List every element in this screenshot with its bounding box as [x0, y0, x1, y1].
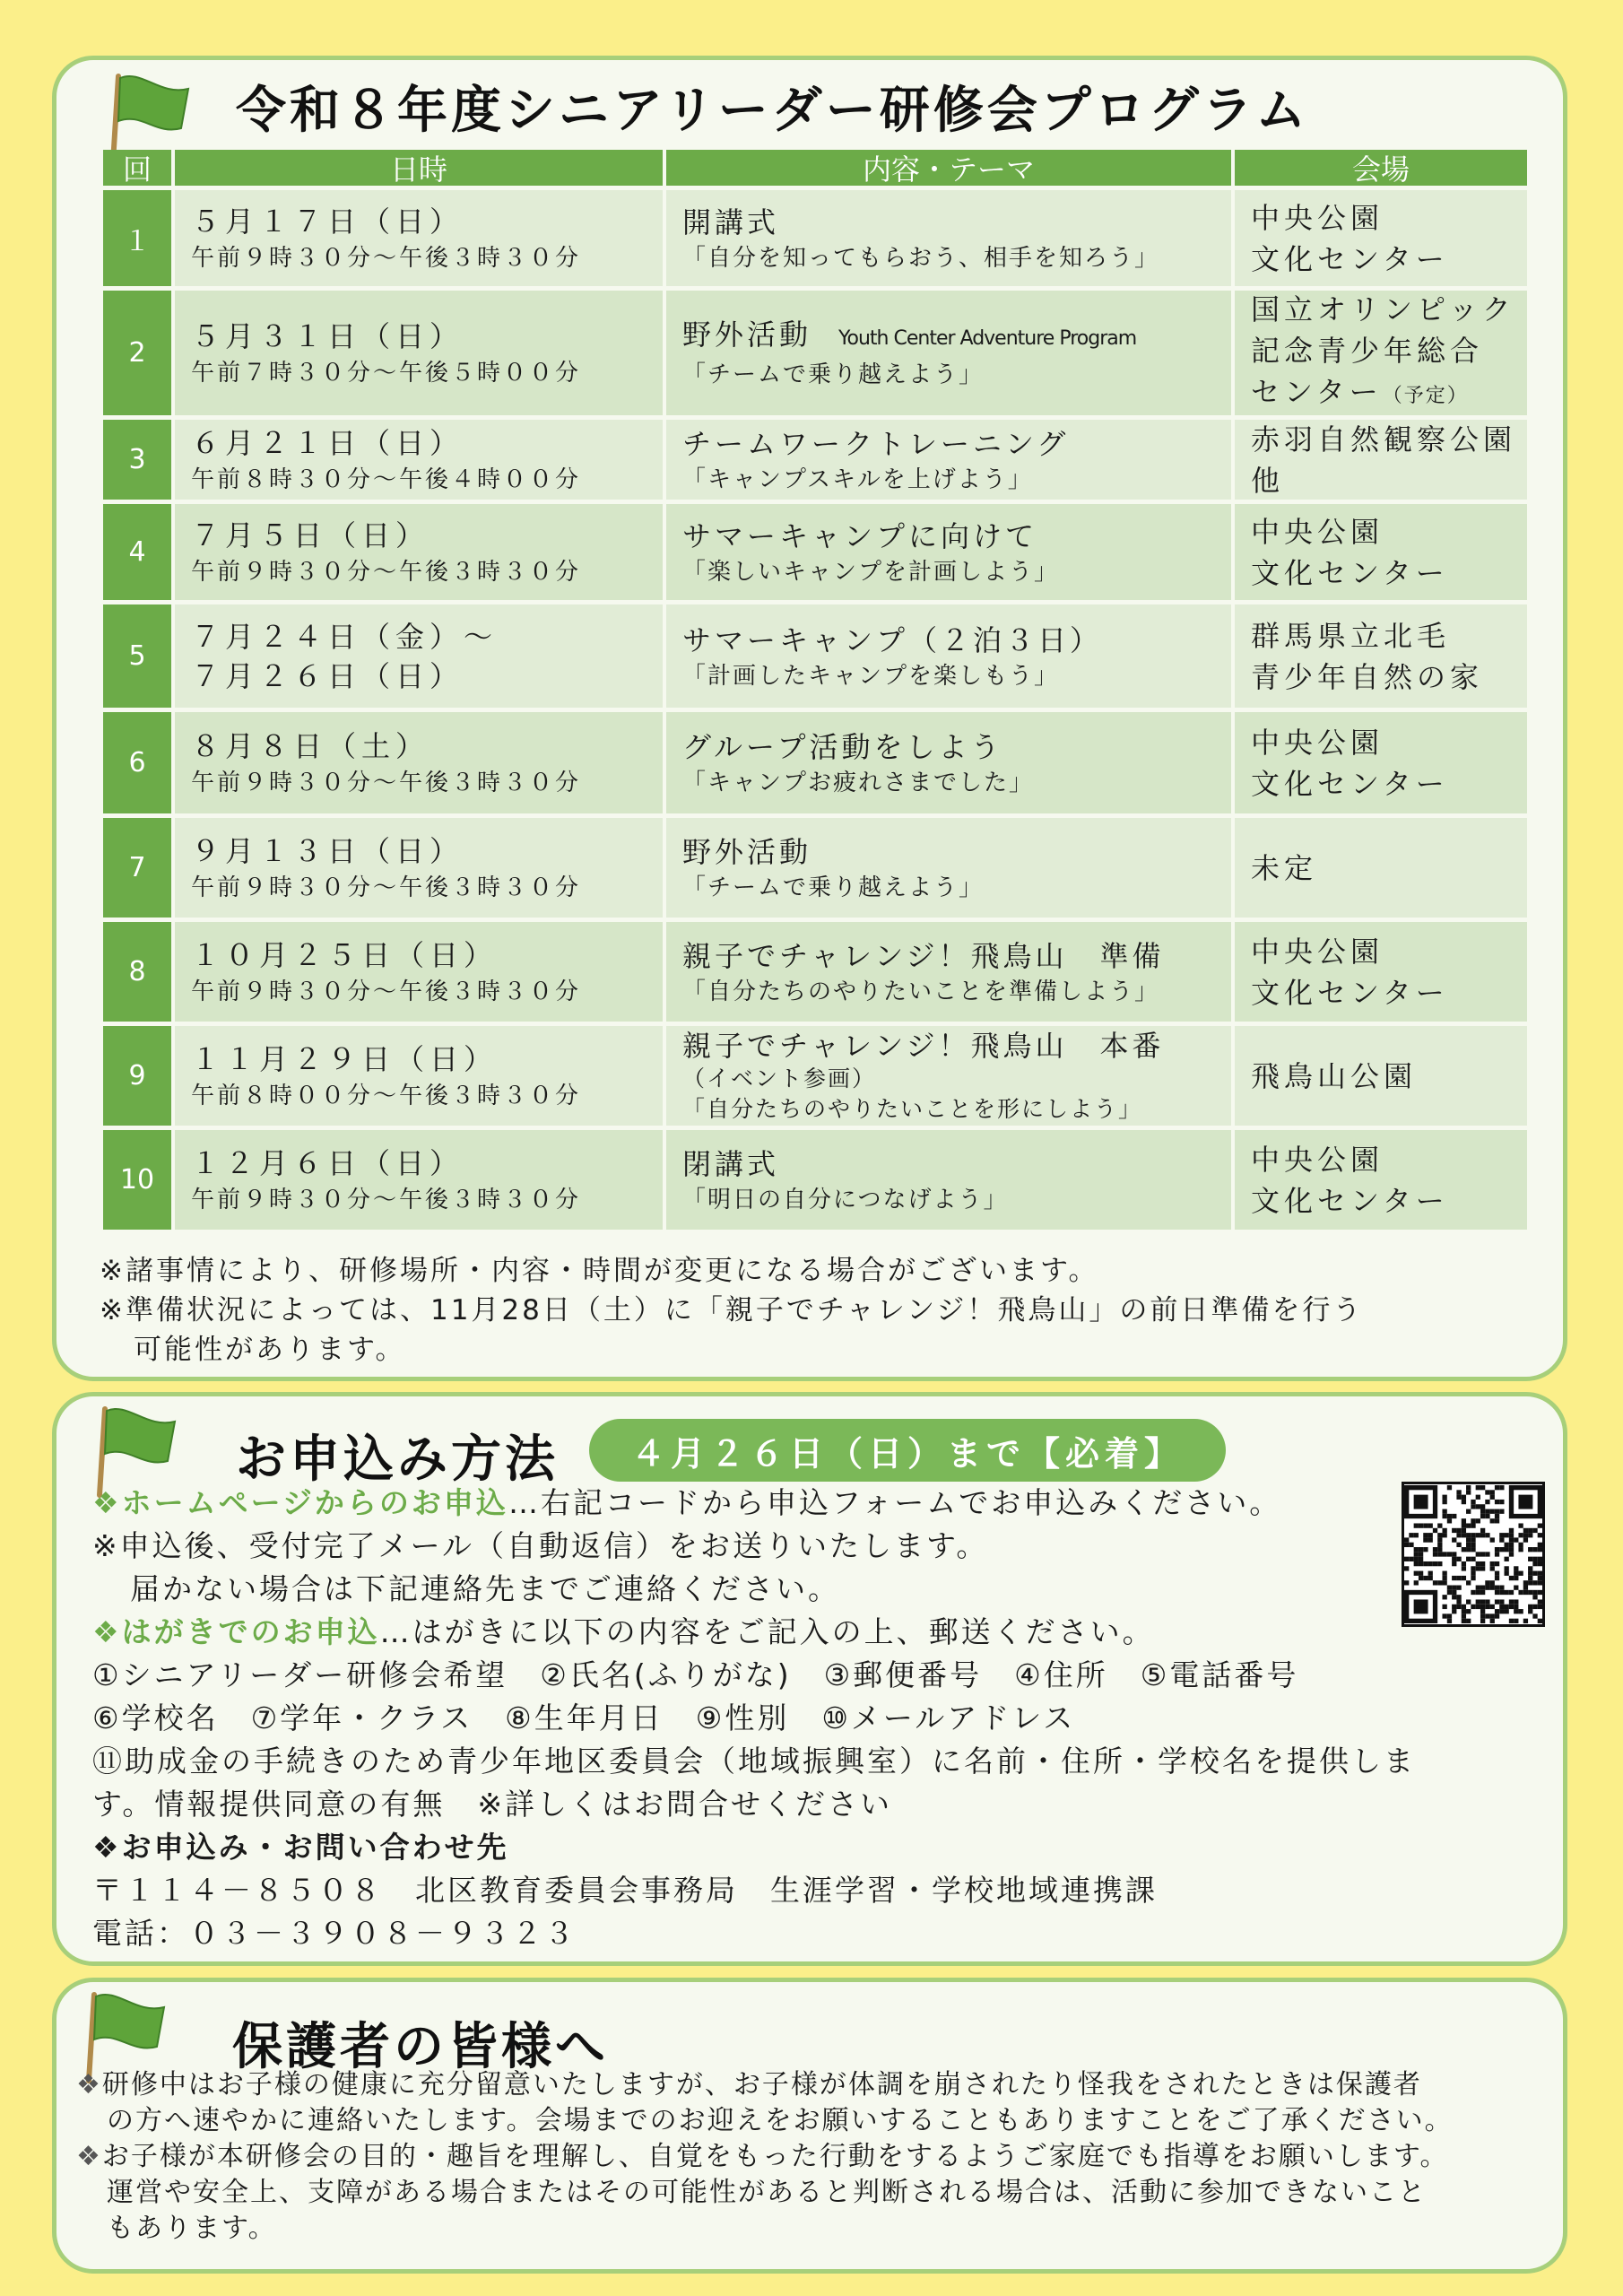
- row-venue: 未定: [1251, 850, 1318, 885]
- row-venue-2: 他: [1251, 463, 1285, 498]
- header-content: 内容・テーマ: [666, 150, 1235, 186]
- row-theme: サマーキャンプ（２泊３日）: [682, 622, 1103, 657]
- apply-panel: [52, 1392, 1567, 1966]
- parents-paragraph-1: 研修中はお子様の健康に充分留意いたしますが、お子様が体調を崩されたり怪我をされたときは保護者: [101, 2069, 1422, 2100]
- row-venue: 飛鳥山公園: [1251, 1058, 1418, 1093]
- row-venue-2: 文化センター: [1251, 1183, 1449, 1218]
- row-time: 午前９時３０分～午後３時３０分: [191, 874, 582, 901]
- table-row: [103, 918, 1527, 1022]
- row-venue: 中央公園: [1251, 1142, 1384, 1177]
- row-venue-2: 文化センター: [1251, 555, 1449, 590]
- row-number: １: [103, 190, 175, 286]
- table-row: [103, 708, 1527, 813]
- row-time: 午前９時３０分～午後３時３０分: [191, 978, 582, 1005]
- parents-paragraph-1b: の方へ速やかに連絡いたします。会場までのお迎えをお願いすることもありますことをご了承ください。: [107, 2105, 1454, 2136]
- row-theme-english: Youth Center Adventure Program: [838, 327, 1137, 350]
- contact-heading: ❖お申込み・お問い合わせ先: [92, 1830, 509, 1865]
- row-theme-sub: 「チームで乗り越えよう」: [682, 361, 985, 388]
- note-line: ※諸事情により、研修場所・内容・時間が変更になる場合がございます。: [100, 1255, 1099, 1287]
- row-number: 4: [103, 504, 175, 600]
- row-venue: 中央公園: [1251, 514, 1384, 549]
- row-theme-sub: 「チームで乗り越えよう」: [682, 874, 985, 901]
- web-apply-note: ※申込後、受付完了メール（自動返信）をお送りいたします。: [92, 1528, 989, 1563]
- postcard-apply-heading: ❖はがきでのお申込: [92, 1614, 380, 1649]
- row-venue: 中央公園: [1251, 200, 1384, 235]
- row-time: 午前９時３０分～午後３時３０分: [191, 1186, 582, 1213]
- program-panel: [52, 56, 1567, 1381]
- row-time: 午前９時３０分～午後３時３０分: [191, 558, 582, 586]
- row-number: 7: [103, 818, 175, 918]
- program-table: [103, 150, 1527, 1230]
- row-number: 8: [103, 922, 175, 1022]
- postcard-items-4: す。情報提供同意の有無 ※詳しくはお問合せください: [92, 1787, 893, 1822]
- row-number: 5: [103, 604, 175, 708]
- bullet-icon: ❖: [76, 2141, 102, 2172]
- postcard-items-3: ⑪助成金の手続きのため青少年地区委員会（地域振興室）に名前・住所・学校名を提供しま: [92, 1744, 1416, 1779]
- row-number: 6: [103, 712, 175, 813]
- table-header: [103, 150, 1527, 186]
- header-no: 回: [103, 150, 175, 186]
- web-apply-text: …右記コードから申込フォームでお申込みください。: [508, 1485, 1282, 1520]
- parents-body: [76, 2067, 1454, 2247]
- row-theme-sub: 「自分たちのやりたいことを形にしよう」: [682, 1095, 1143, 1122]
- table-row: [103, 286, 1527, 415]
- parents-paragraph-2b: 運営や安全上、支障がある場合またはその可能性があると判断される場合は、活動に参加できないこと: [107, 2177, 1427, 2208]
- table-row: [103, 415, 1527, 500]
- row-number: 3: [103, 420, 175, 500]
- row-venue: 群馬県立北毛: [1251, 618, 1451, 653]
- row-venue-3: センター: [1251, 375, 1383, 409]
- row-date: ９月１３日（日）: [191, 833, 464, 868]
- table-row: [103, 813, 1527, 918]
- web-apply-note-2: 届かない場合は下記連絡先までご連絡ください。: [130, 1571, 840, 1606]
- note-line: ※準備状況によっては、11月28日（土）に「親子でチャレンジ！飛鳥山」の前日準備を行う: [100, 1294, 1364, 1326]
- row-date: ７月２４日（金）～: [191, 619, 499, 654]
- row-date: １１月２９日（日）: [191, 1041, 499, 1076]
- program-title: 令和８年度シニアリーダー研修会プログラム: [236, 82, 1310, 140]
- row-venue-2: 文化センター: [1251, 766, 1449, 801]
- parents-panel: [52, 1978, 1567, 2274]
- row-date: ８月８日（土）: [191, 728, 430, 763]
- table-row: [103, 186, 1527, 286]
- row-venue-2: 文化センター: [1251, 975, 1449, 1010]
- row-venue-note: （予定）: [1382, 385, 1469, 407]
- row-theme: 野外活動: [682, 317, 812, 352]
- row-theme-sub: 「自分を知ってもらおう、相手を知ろう」: [682, 244, 1160, 272]
- bullet-icon: ❖: [76, 2069, 102, 2100]
- row-theme: 開講式: [682, 204, 780, 239]
- deadline-badge: ４月２６日（日）まで【必着】: [589, 1419, 1226, 1482]
- row-theme-sub: 「計画したキャンプを楽しもう」: [682, 662, 1060, 690]
- row-theme: グループ活動をしよう: [682, 729, 1003, 764]
- row-number: 10: [103, 1130, 175, 1230]
- contact-phone: 電話：０３－３９０８－９３２３: [92, 1916, 577, 1951]
- table-row: [103, 500, 1527, 600]
- qr-code-icon[interactable]: [1402, 1482, 1545, 1627]
- table-row: [103, 600, 1527, 708]
- header-date: 日時: [175, 150, 666, 186]
- row-date: ５月３１日（日）: [191, 318, 464, 353]
- row-date: ５月１７日（日）: [191, 204, 464, 239]
- row-date: １０月２５日（日）: [191, 937, 499, 972]
- row-time: 午前７時３０分～午後５時００分: [191, 359, 582, 387]
- row-venue-2: 記念青少年総合: [1251, 334, 1484, 368]
- row-theme: 野外活動: [682, 834, 812, 869]
- row-venue-2: 文化センター: [1251, 241, 1449, 276]
- postcard-items-2: ⑥学校名 ⑦学年・クラス ⑧生年月日 ⑨性別 ⑩メールアドレス: [92, 1700, 1076, 1735]
- apply-title: お申込み方法: [236, 1431, 559, 1489]
- parents-title: 保護者の皆様へ: [232, 2018, 609, 2076]
- program-notes: [100, 1251, 1363, 1370]
- row-date: ６月２１日（日）: [191, 425, 464, 460]
- header-venue: 会場: [1351, 152, 1410, 187]
- row-number: 9: [103, 1026, 175, 1126]
- table-row: [103, 1126, 1527, 1230]
- row-theme: チームワークトレーニング: [682, 426, 1070, 461]
- row-theme: 親子でチャレンジ！飛鳥山 準備: [682, 938, 1165, 973]
- contact-address: 〒１１４－８５０８ 北区教育委員会事務局 生涯学習・学校地域連携課: [92, 1873, 1158, 1908]
- parents-paragraph-2: お子様が本研修会の目的・趣旨を理解し、自覚をもった行動をするようご家庭でも指導をお願いします。: [101, 2141, 1449, 2172]
- row-time: 午前９時３０分～午後３時３０分: [191, 244, 582, 272]
- row-date: ７月５日（日）: [191, 517, 430, 552]
- apply-body: [92, 1482, 1416, 1955]
- row-date: １２月６日（日）: [191, 1145, 464, 1180]
- row-theme: 親子でチャレンジ！飛鳥山 本番: [682, 1028, 1165, 1063]
- row-theme-sub: 「キャンプお疲れさまでした」: [682, 769, 1035, 796]
- row-theme-mid: （イベント参画）: [682, 1065, 877, 1091]
- row-number: 2: [103, 291, 175, 415]
- row-theme: 閉講式: [682, 1146, 780, 1181]
- table-row: [103, 1022, 1527, 1126]
- row-theme-sub: 「楽しいキャンプを計画しよう」: [682, 558, 1060, 586]
- postcard-items: ①シニアリーダー研修会希望 ②氏名(ふりがな) ③郵便番号 ④住所 ⑤電話番号: [92, 1657, 1299, 1692]
- row-time: 午前８時３０分～午後４時００分: [191, 465, 582, 493]
- note-line: 可能性があります。: [134, 1334, 406, 1366]
- row-venue: 中央公園: [1251, 934, 1384, 969]
- row-venue: 国立オリンピック: [1251, 292, 1515, 326]
- web-apply-heading: ❖ホームページからのお申込: [92, 1485, 508, 1520]
- row-date-end: ７月２６日（日）: [191, 658, 464, 693]
- row-venue: 中央公園: [1251, 725, 1384, 760]
- parents-paragraph-2c: もあります。: [107, 2213, 277, 2244]
- row-time: 午前８時００分～午後３時３０分: [191, 1082, 582, 1109]
- row-time: 午前９時３０分～午後３時３０分: [191, 769, 582, 796]
- row-theme: サマーキャンプに向けて: [682, 518, 1038, 553]
- postcard-apply-text: …はがきに以下の内容をご記入の上、郵送ください。: [379, 1614, 1155, 1649]
- row-theme-sub: 「明日の自分につなげよう」: [682, 1186, 1009, 1213]
- row-venue: 赤羽自然観察公園: [1251, 422, 1517, 457]
- row-theme-sub: 「キャンプスキルを上げよう」: [682, 465, 1033, 493]
- row-venue-2: 青少年自然の家: [1251, 659, 1484, 694]
- row-theme-sub: 「自分たちのやりたいことを準備しよう」: [682, 978, 1160, 1005]
